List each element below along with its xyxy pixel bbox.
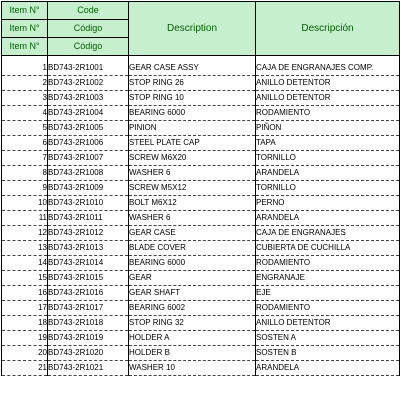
item-number: 4 <box>2 106 48 121</box>
parts-table-body <box>2 2 400 376</box>
table-row <box>2 301 400 316</box>
description-es: TORNILLO <box>256 181 400 196</box>
part-code: BD743-2R1015 <box>48 271 129 286</box>
description-es: CAJA DE ENGRANAJES COMP. <box>256 61 400 76</box>
table-row <box>2 121 400 136</box>
item-number: 17 <box>2 301 48 316</box>
description-en: PINION <box>129 121 256 136</box>
header-item-label: Item N° <box>2 20 48 38</box>
description-en: HOLDER B <box>129 346 256 361</box>
description-es: ANILLO DETENTOR <box>256 316 400 331</box>
description-es: EJE <box>256 286 400 301</box>
item-number: 8 <box>2 166 48 181</box>
header-description-es: Descripción <box>256 2 400 56</box>
table-row <box>2 331 400 346</box>
part-code: BD743-2R1004 <box>48 106 129 121</box>
table-row <box>2 241 400 256</box>
description-es: ARANDELA <box>256 166 400 181</box>
description-es: SOSTEN B <box>256 346 400 361</box>
part-code: BD743-2R1003 <box>48 91 129 106</box>
description-es: PERNO <box>256 196 400 211</box>
description-en: SCREW M5X12 <box>129 181 256 196</box>
description-en: BEARING 6002 <box>129 301 256 316</box>
description-es: PIÑON <box>256 121 400 136</box>
item-number: 2 <box>2 76 48 91</box>
header-row <box>2 2 400 20</box>
table-row <box>2 106 400 121</box>
item-number: 9 <box>2 181 48 196</box>
description-en: BLADE COVER <box>129 241 256 256</box>
description-es: TAPA <box>256 136 400 151</box>
part-code: BD743-2R1007 <box>48 151 129 166</box>
part-code: BD743-2R1020 <box>48 346 129 361</box>
description-es: RODAMIENTO <box>256 301 400 316</box>
description-es: RODAMIENTO <box>256 256 400 271</box>
item-number: 5 <box>2 121 48 136</box>
parts-table <box>1 1 400 376</box>
table-row <box>2 211 400 226</box>
description-es: ENGRANAJE <box>256 271 400 286</box>
part-code: BD743-2R1010 <box>48 196 129 211</box>
part-code: BD743-2R1014 <box>48 256 129 271</box>
header-code-en: Code <box>48 2 129 20</box>
description-es: CAJA DE ENGRANAJES <box>256 226 400 241</box>
part-code: BD743-2R1011 <box>48 211 129 226</box>
header-code-es: Código <box>48 20 129 38</box>
table-row <box>2 91 400 106</box>
part-code: BD743-2R1005 <box>48 121 129 136</box>
header-description-en: Description <box>129 2 256 56</box>
table-row <box>2 61 400 76</box>
table-row <box>2 286 400 301</box>
part-code: BD743-2R1018 <box>48 316 129 331</box>
description-en: GEAR SHAFT <box>129 286 256 301</box>
description-en: BEARING 6000 <box>129 256 256 271</box>
description-es: ARANDELA <box>256 361 400 376</box>
table-row <box>2 316 400 331</box>
description-es: SOSTEN A <box>256 331 400 346</box>
description-es: ARANDELA <box>256 211 400 226</box>
description-es: RODAMIENTO <box>256 106 400 121</box>
description-en: GEAR CASE ASSY <box>129 61 256 76</box>
header-item-label: Item N° <box>2 38 48 56</box>
part-code: BD743-2R1001 <box>48 61 129 76</box>
item-number: 1 <box>2 61 48 76</box>
table-row <box>2 256 400 271</box>
item-number: 14 <box>2 256 48 271</box>
item-number: 3 <box>2 91 48 106</box>
description-en: STOP RING 26 <box>129 76 256 91</box>
part-code: BD743-2R1012 <box>48 226 129 241</box>
description-es: ANILLO DETENTOR <box>256 91 400 106</box>
item-number: 11 <box>2 211 48 226</box>
table-row <box>2 76 400 91</box>
description-es: ANILLO DETENTOR <box>256 76 400 91</box>
description-en: GEAR CASE <box>129 226 256 241</box>
item-number: 20 <box>2 346 48 361</box>
description-en: HOLDER A <box>129 331 256 346</box>
description-en: SCREW M6X20 <box>129 151 256 166</box>
item-number: 18 <box>2 316 48 331</box>
table-row <box>2 151 400 166</box>
part-code: BD743-2R1006 <box>48 136 129 151</box>
item-number: 15 <box>2 271 48 286</box>
table-row <box>2 136 400 151</box>
part-code: BD743-2R1017 <box>48 301 129 316</box>
description-en: WASHER 6 <box>129 166 256 181</box>
item-number: 12 <box>2 226 48 241</box>
part-code: BD743-2R1016 <box>48 286 129 301</box>
table-row <box>2 361 400 376</box>
description-en: STOP RING 32 <box>129 316 256 331</box>
part-code: BD743-2R1009 <box>48 181 129 196</box>
part-code: BD743-2R1021 <box>48 361 129 376</box>
part-code: BD743-2R1002 <box>48 76 129 91</box>
table-row <box>2 226 400 241</box>
description-en: WASHER 6 <box>129 211 256 226</box>
description-es: CUBIERTA DE CUCHILLA <box>256 241 400 256</box>
item-number: 13 <box>2 241 48 256</box>
header-item-label: Item N° <box>2 2 48 20</box>
description-en: STEEL PLATE CAP <box>129 136 256 151</box>
part-code: BD743-2R1019 <box>48 331 129 346</box>
table-row <box>2 271 400 286</box>
description-en: BOLT M6X12 <box>129 196 256 211</box>
part-code: BD743-2R1013 <box>48 241 129 256</box>
item-number: 21 <box>2 361 48 376</box>
table-row <box>2 196 400 211</box>
table-row <box>2 181 400 196</box>
item-number: 16 <box>2 286 48 301</box>
item-number: 6 <box>2 136 48 151</box>
item-number: 19 <box>2 331 48 346</box>
item-number: 7 <box>2 151 48 166</box>
table-row <box>2 346 400 361</box>
description-en: WASHER 10 <box>129 361 256 376</box>
description-en: BEARING 6000 <box>129 106 256 121</box>
item-number: 10 <box>2 196 48 211</box>
part-code: BD743-2R1008 <box>48 166 129 181</box>
description-es: TORNILLO <box>256 151 400 166</box>
description-en: STOP RING 10 <box>129 91 256 106</box>
header-code-es: Código <box>48 38 129 56</box>
description-en: GEAR <box>129 271 256 286</box>
table-row <box>2 166 400 181</box>
